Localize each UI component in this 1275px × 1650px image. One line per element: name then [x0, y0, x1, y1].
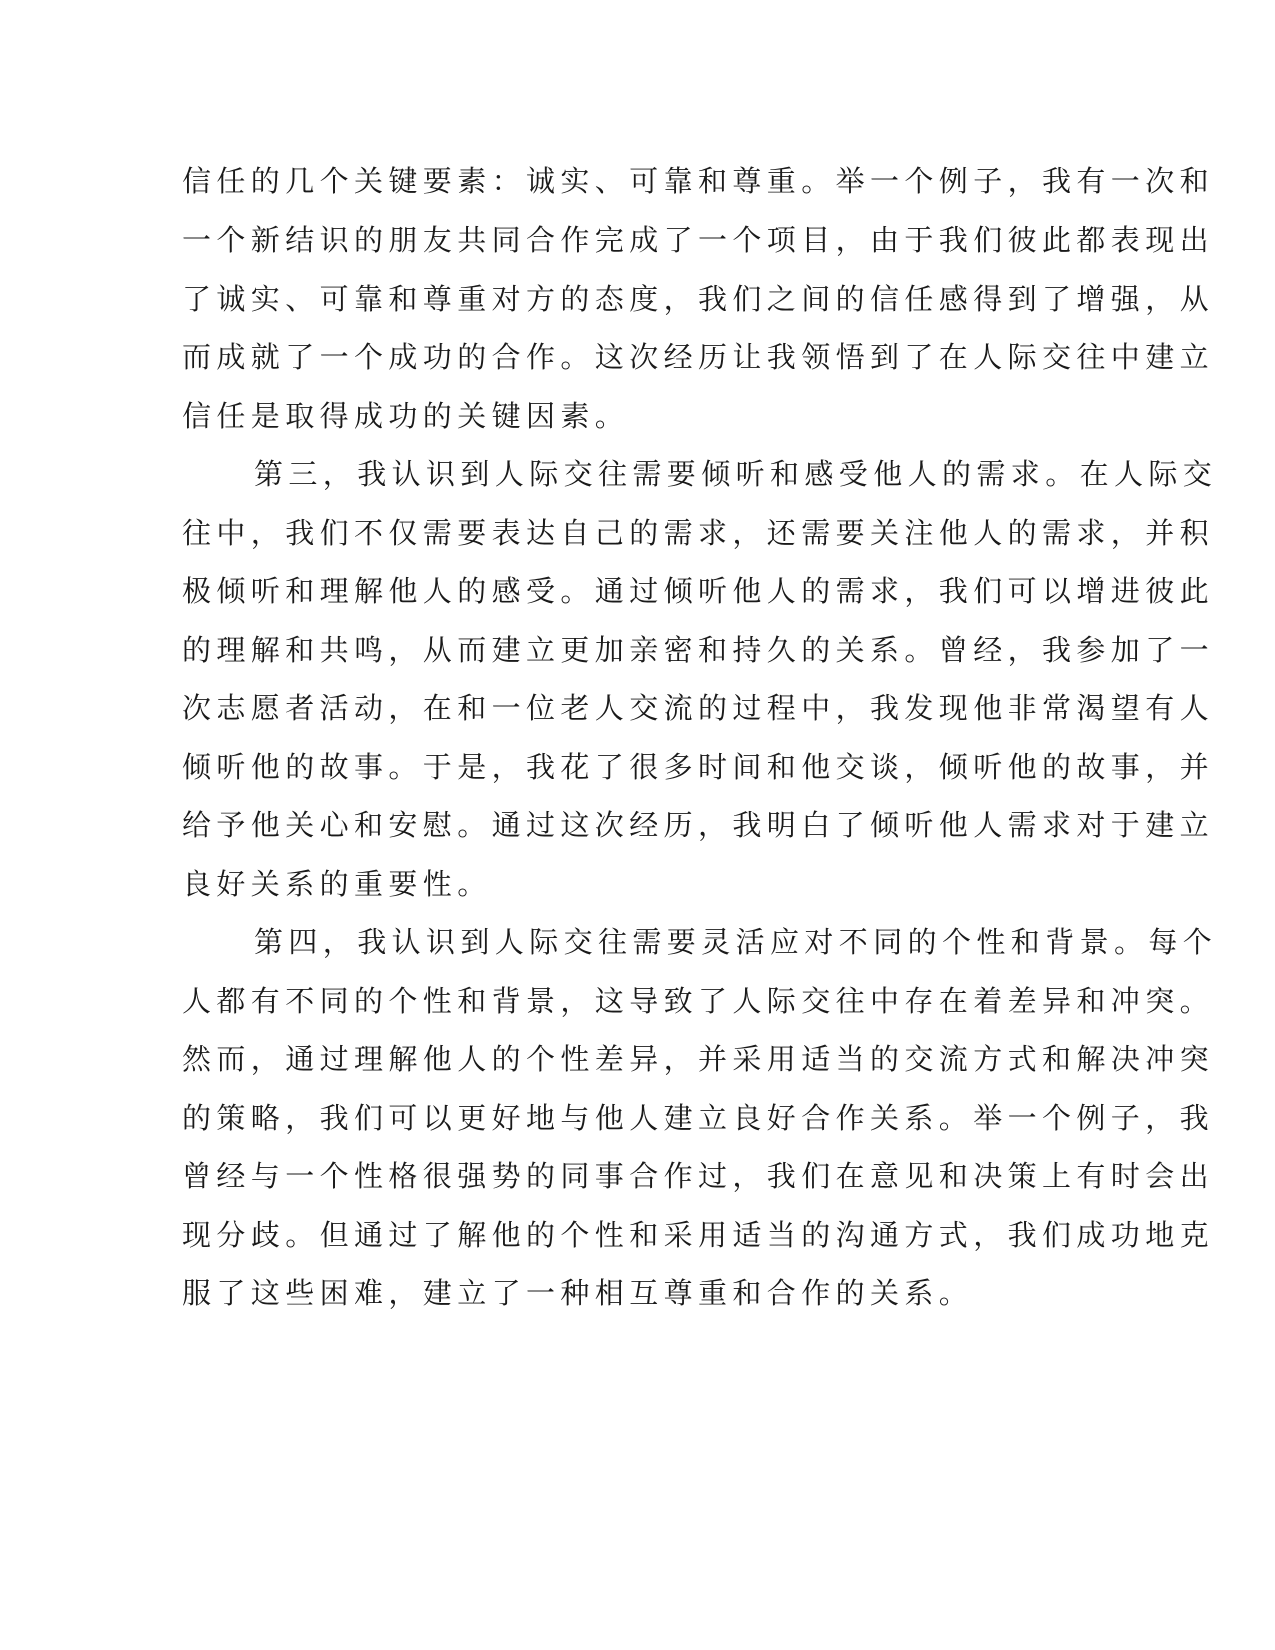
- text-line: 现分歧。但通过了解他的个性和采用适当的沟通方式，我们成功地克: [182, 1218, 1215, 1252]
- text-line: 服了这些困难，建立了一种相互尊重和合作的关系。: [182, 1276, 974, 1310]
- text-line: 次志愿者活动，在和一位老人交流的过程中，我发现他非常渴望有人: [182, 691, 1215, 725]
- text-line: 给予他关心和安慰。通过这次经历，我明白了倾听他人需求对于建立: [182, 808, 1215, 842]
- text-line: 极倾听和理解他人的感受。通过倾听他人的需求，我们可以增进彼此: [182, 574, 1215, 608]
- text-line: 信任的几个关键要素：诚实、可靠和尊重。举一个例子，我有一次和: [182, 164, 1215, 198]
- text-line: 而成就了一个成功的合作。这次经历让我领悟到了在人际交往中建立: [182, 340, 1215, 374]
- text-line: 往中，我们不仅需要表达自己的需求，还需要关注他人的需求，并积: [182, 516, 1215, 550]
- text-line: 曾经与一个性格很强势的同事合作过，我们在意见和决策上有时会出: [182, 1159, 1215, 1193]
- text-line: 了诚实、可靠和尊重对方的态度，我们之间的信任感得到了增强，从: [182, 282, 1215, 316]
- text-line: 的理解和共鸣，从而建立更加亲密和持久的关系。曾经，我参加了一: [182, 633, 1215, 667]
- text-line: 倾听他的故事。于是，我花了很多时间和他交谈，倾听他的故事，并: [182, 750, 1215, 784]
- text-line: 一个新结识的朋友共同合作完成了一个项目，由于我们彼此都表现出: [182, 223, 1215, 257]
- text-line: 信任是取得成功的关键因素。: [182, 399, 630, 433]
- text-line: 良好关系的重要性。: [182, 867, 492, 901]
- paragraph-first-line: 第四，我认识到人际交往需要灵活应对不同的个性和背景。每个: [254, 925, 1218, 959]
- paragraph-first-line: 第三，我认识到人际交往需要倾听和感受他人的需求。在人际交: [254, 457, 1218, 491]
- text-line: 的策略，我们可以更好地与他人建立良好合作关系。举一个例子，我: [182, 1101, 1215, 1135]
- text-line: 人都有不同的个性和背景，这导致了人际交往中存在着差异和冲突。: [182, 984, 1215, 1018]
- text-line: 然而，通过理解他人的个性差异，并采用适当的交流方式和解决冲突: [182, 1042, 1215, 1076]
